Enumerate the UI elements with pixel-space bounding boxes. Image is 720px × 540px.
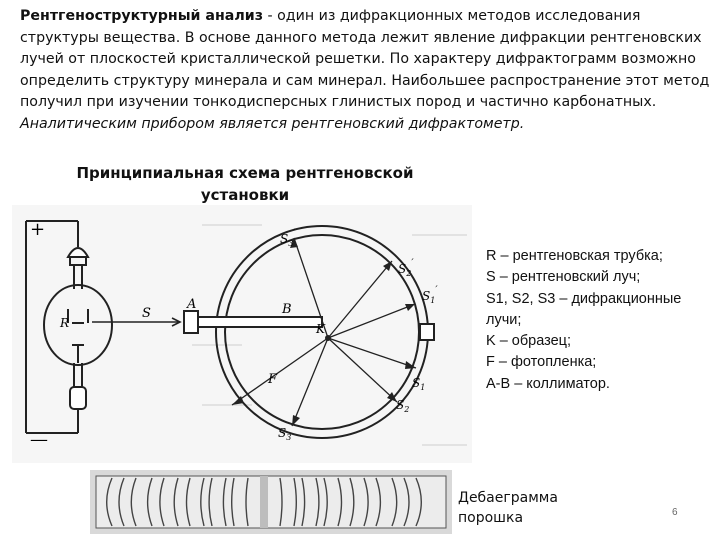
- sample-point: [325, 335, 331, 341]
- intro-text: - один из дифракционных методов исследования структуры вещества. В основе данного метода лежит явление дифракции рентгеновских лучей от плоскостей кристаллической решетки. По характеру дифрактограмм возможно определить структуру минерала и сам минерал. Наибольшее распространение этот метод получил при изучении тонкодисперсных глинистых пород и частично карбонатных.: [20, 8, 710, 110]
- xray-scheme-diagram: [12, 205, 472, 463]
- minus-terminal: —: [30, 429, 48, 450]
- legend-line-2: S – рентгеновский луч;: [486, 269, 641, 286]
- legend-line-3: S1, S2, S3 – дифракционные: [486, 290, 682, 307]
- legend-line-1: R – рентгеновская трубка;: [486, 248, 663, 264]
- caption-line-1: Дебаеграмма: [458, 490, 558, 506]
- label-S: S: [142, 306, 151, 321]
- debyegram-caption: [458, 488, 558, 528]
- label-S2-prime: $S_2'$: [398, 258, 414, 278]
- label-K: K: [316, 322, 325, 336]
- label-S3: $S_3$: [278, 426, 292, 442]
- label-A: A: [187, 297, 197, 312]
- legend-line-5: K – образец;: [486, 333, 572, 350]
- label-S1-prime: $S_1'$: [422, 285, 438, 305]
- label-S3-prime: $S_3'$: [280, 228, 296, 248]
- heading-line-1: Принципиальная схема рентгеновской установки: [76, 164, 414, 204]
- legend-line-6: F – фотопленка;: [486, 354, 597, 371]
- intro-italic: Аналитическим прибором является рентгеновский дифрактометр.: [20, 115, 525, 132]
- legend: [486, 246, 716, 395]
- beam-stop: [420, 324, 434, 340]
- debye-pattern-strip: [90, 470, 452, 534]
- label-S1: $S_1$: [412, 376, 426, 392]
- intro-paragraph: [20, 6, 710, 135]
- label-S2: $S_2$: [396, 398, 410, 414]
- label-F: F: [268, 372, 278, 387]
- caption-line-2: порошка: [458, 510, 524, 526]
- label-R: R: [60, 316, 70, 330]
- label-B: B: [282, 302, 292, 317]
- plus-terminal: +: [30, 219, 46, 240]
- page-number: 6: [672, 507, 678, 518]
- scheme-background: [12, 205, 472, 463]
- strip-center-band: [260, 476, 268, 528]
- legend-line-4: лучи;: [486, 311, 522, 328]
- legend-line-7: A-B – коллиматор.: [486, 375, 610, 392]
- intro-lead: Рентгеноструктурный анализ: [20, 8, 263, 24]
